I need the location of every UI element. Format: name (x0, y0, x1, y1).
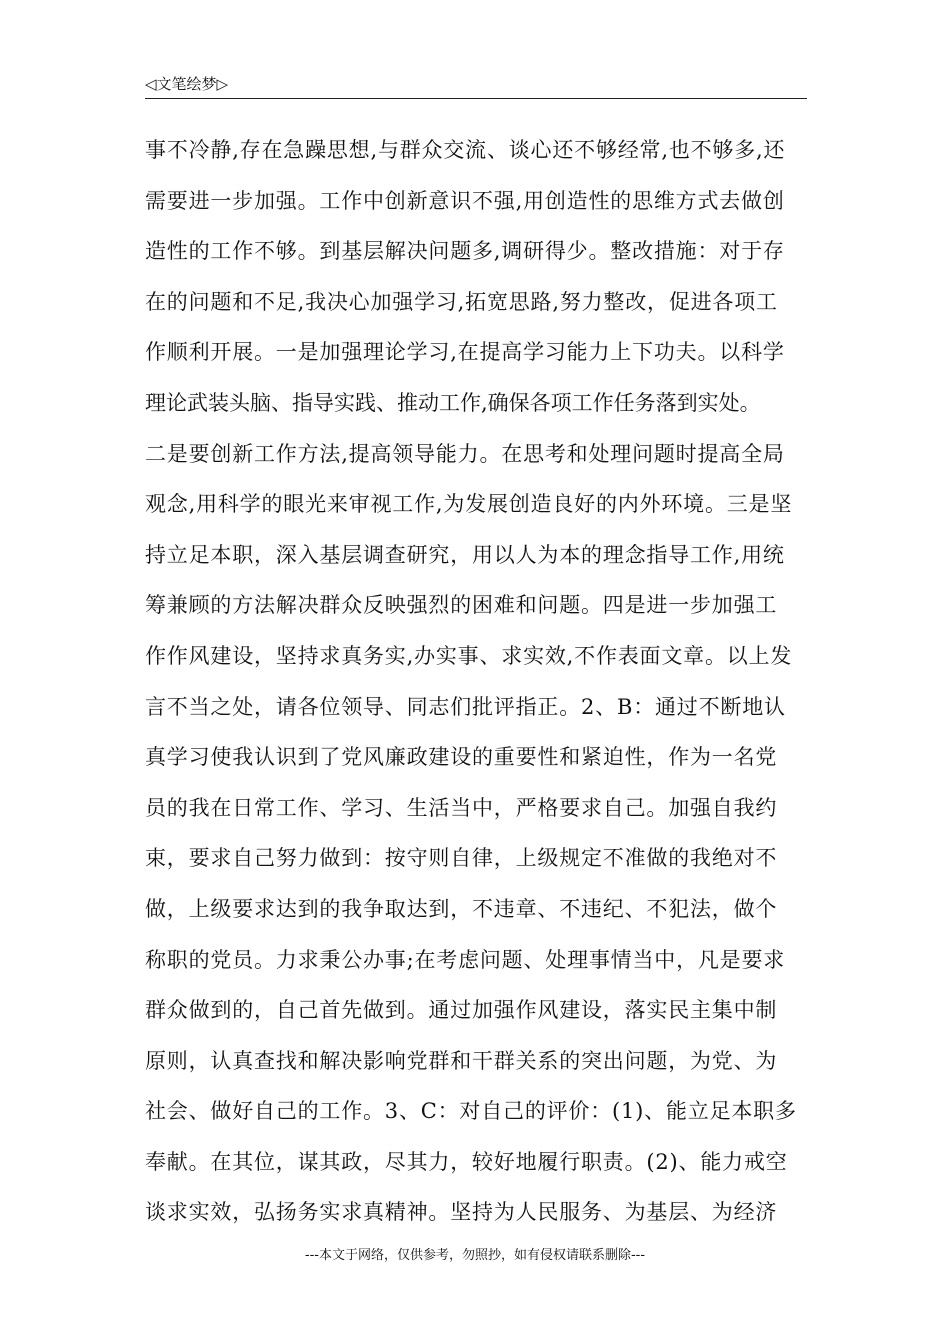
body-line: 筹兼顾的方法解决群众反映强烈的困难和问题。四是进一步加强工 (145, 593, 778, 618)
body-line: 员的我在日常工作、学习、生活当中，严格要求自己。加强自我约 (145, 795, 778, 820)
body-line: 称职的党员。力求秉公办事;在考虑问题、处理事情当中，凡是要求 (145, 947, 786, 972)
body-line: 二是要创新工作方法,提高领导能力。在思考和处理问题时提高全局 (145, 441, 785, 466)
body-line: 群众做到的，自己首先做到。通过加强作风建设，落实民主集中制 (145, 998, 778, 1023)
body-line: 作作风建设，坚持求真务实,办实事、求实效,不作表面文章。以上发 (145, 643, 793, 668)
body-line: 言不当之处，请各位领导、同志们批评指正。2、B：通过不断地认 (145, 694, 786, 719)
body-line: 观念,用科学的眼光来审视工作,为发展创造良好的内外环境。三是坚 (145, 492, 793, 517)
body-line: 事不冷静,存在急躁思想,与群众交流、谈心还不够经常,也不够多,还 (145, 138, 786, 162)
header-brand: ◁文笔绘梦▷ (145, 75, 229, 93)
body-line: 谈求实效，弘扬务实求真精神。坚持为人民服务、为基层、为经济 (145, 1200, 778, 1225)
body-line: 在的问题和不足,我决心加强学习,拓宽思路,努力整改，促进各项工 (145, 289, 778, 314)
body-line: 社会、做好自己的工作。3、C：对自己的评价：(1)、能立足本职多 (145, 1099, 797, 1124)
document-body (145, 125, 810, 1238)
body-line: 需要进一步加强。工作中创新意识不强,用创造性的思维方式去做创 (145, 188, 785, 213)
page-footer: ---本文于网络，仅供参考，勿照抄，如有侵权请联系删除--- (304, 1248, 646, 1263)
body-line: 理论武装头脑、指导实践、推动工作,确保各项工作任务落到实处。 (145, 390, 761, 415)
body-line: 做，上级要求达到的我争取达到，不违章、不违纪、不犯法，做个 (145, 896, 778, 921)
body-line: 造性的工作不够。到基层解决问题多,调研得少。整改措施：对于存 (145, 239, 785, 264)
body-line: 原则，认真查找和解决影响党群和干群关系的突出问题，为党、为 (145, 1048, 778, 1073)
body-line: 真学习使我认识到了党风廉政建设的重要性和紧迫性，作为一名党 (145, 745, 778, 770)
body-line: 束，要求自己努力做到：按守则自律，上级规定不准做的我绝对不 (145, 846, 778, 871)
body-line: 作顺利开展。一是加强理论学习,在提高学习能力上下功夫。以科学 (145, 340, 785, 365)
body-line: 持立足本职，深入基层调查研究，用以人为本的理念指导工作,用统 (145, 542, 785, 567)
page-header (145, 74, 807, 99)
body-line: 奉献。在其位，谋其政，尽其力，较好地履行职责。(2)、能力戒空 (145, 1149, 788, 1174)
